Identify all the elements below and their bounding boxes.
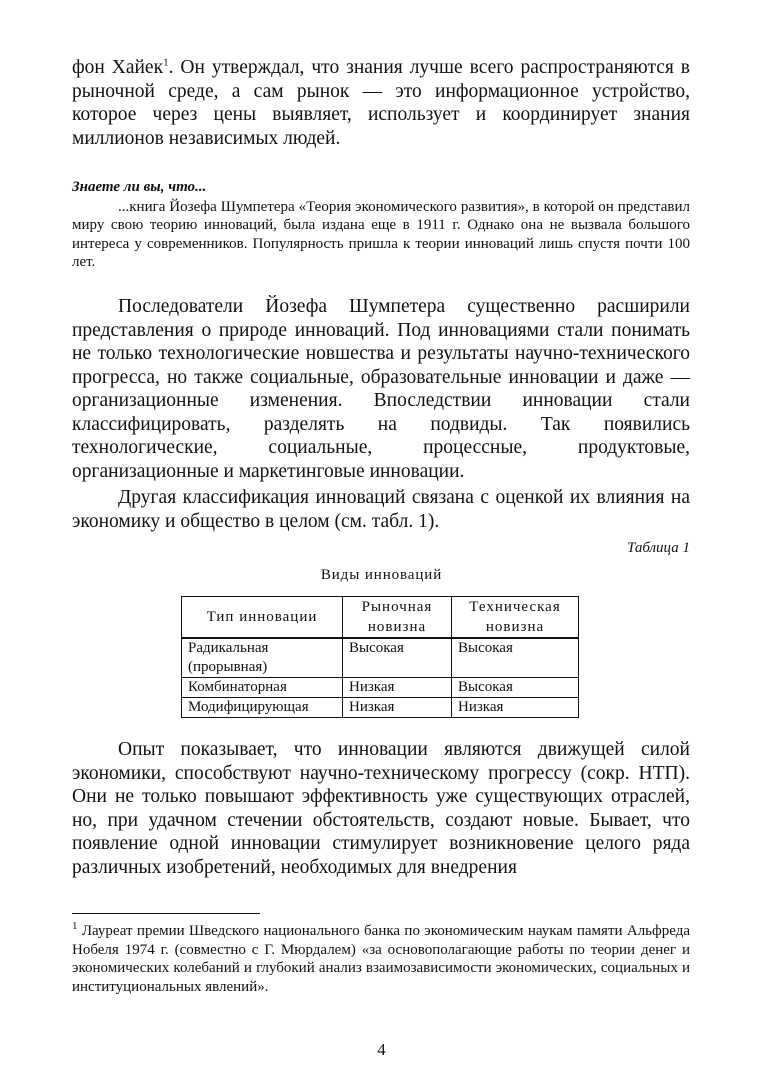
paragraph-classification xyxy=(72,486,690,533)
paragraph-hayek xyxy=(72,56,690,150)
table-row xyxy=(182,698,579,718)
paragraph-text: Опыт показывает, что инновации являются движущей силой экономики, способствуют научно-техническому прогрессу (сокр. НТП). Они не только повышают эффективность уже существующих отраслей, но, при удачном стечении обстоятельств, создают новые. Бывает, что появление одной инновации стимулирует возникновение целого ряда различных изобретений, необходимых для внедрения xyxy=(72,739,690,878)
page-number: 4 xyxy=(377,1040,386,1059)
table-cell: Радикальная (прорывная) xyxy=(182,638,343,678)
footnote-number: 1 xyxy=(72,920,78,932)
table-cell: Высокая xyxy=(452,638,579,678)
table-cell: Низкая xyxy=(343,678,452,698)
paragraph-text: фон Хайек xyxy=(72,57,164,78)
table-cell: Низкая xyxy=(452,698,579,718)
table-cell: Низкая xyxy=(343,698,452,718)
innovation-types-table xyxy=(181,596,579,718)
table-title: Виды инноваций xyxy=(320,567,443,583)
paragraph-text: . Он утверждал, что знания лучше всего распространяются в рыночной среде, а сам рынок — это информационное устройство, которое через цены выявляет, использует и координирует знания миллионов независимых людей. xyxy=(72,57,690,149)
paragraph-experience xyxy=(72,738,690,879)
footnote-reference[interactable]: 1 xyxy=(163,56,169,69)
paragraph-text: Последователи Йозефа Шумпетера существенно расширили представления о природе инноваций. Под инновациями стали понимать не только технологические новшества и результаты научно-технического прогресса, но также социальные, образовательные инновации и даже — организационные изменения. Впоследствии инновации стали классифицировать, разделять на подвиды. Так появились технологические, социальные, процессные, продуктовые, организационные и маркетинговые инновации. xyxy=(72,296,690,482)
paragraph-schumpeter-followers xyxy=(72,295,690,483)
footnote-text: Лауреат премии Шведского национального банка по экономическим наукам памяти Альфреда Нобеля 1974 г. (совместно с Г. Мюрдалем) «за основополагающие работы по теории денег и экономических колебаний и глубокий анализ взаимозависимости экономических, социальных и институциональных явлений». xyxy=(72,923,690,995)
did-you-know-heading: Знаете ли вы, что... xyxy=(72,179,207,195)
did-you-know-box xyxy=(72,178,690,272)
table-header-cell: Техническая новизна xyxy=(452,597,579,639)
table-row xyxy=(182,678,579,698)
table-cell: Модифицирующая xyxy=(182,698,343,718)
table-header-cell: Рыночная новизна xyxy=(343,597,452,639)
table-header-row xyxy=(182,597,579,639)
footnote xyxy=(72,922,690,996)
table-cell: Высокая xyxy=(452,678,579,698)
table-header-cell: Тип инновации xyxy=(182,597,343,639)
table-row xyxy=(182,638,579,678)
did-you-know-text: ...книга Йозефа Шумпетера «Теория экономического развития», в которой он представил миру свою теорию инноваций, была издана еще в 1911 г. Однако она не вызвала большого интереса у современников. Популярность пришла к теории инноваций лишь спустя почти 100 лет. xyxy=(72,198,690,271)
footnote-divider xyxy=(72,913,260,914)
table-label: Таблица 1 xyxy=(627,540,690,556)
table-cell: Комбинаторная xyxy=(182,678,343,698)
table-cell: Высокая xyxy=(343,638,452,678)
paragraph-text: Другая классификация инноваций связана с оценкой их влияния на экономику и общество в целом (см. табл. 1). xyxy=(72,487,690,532)
